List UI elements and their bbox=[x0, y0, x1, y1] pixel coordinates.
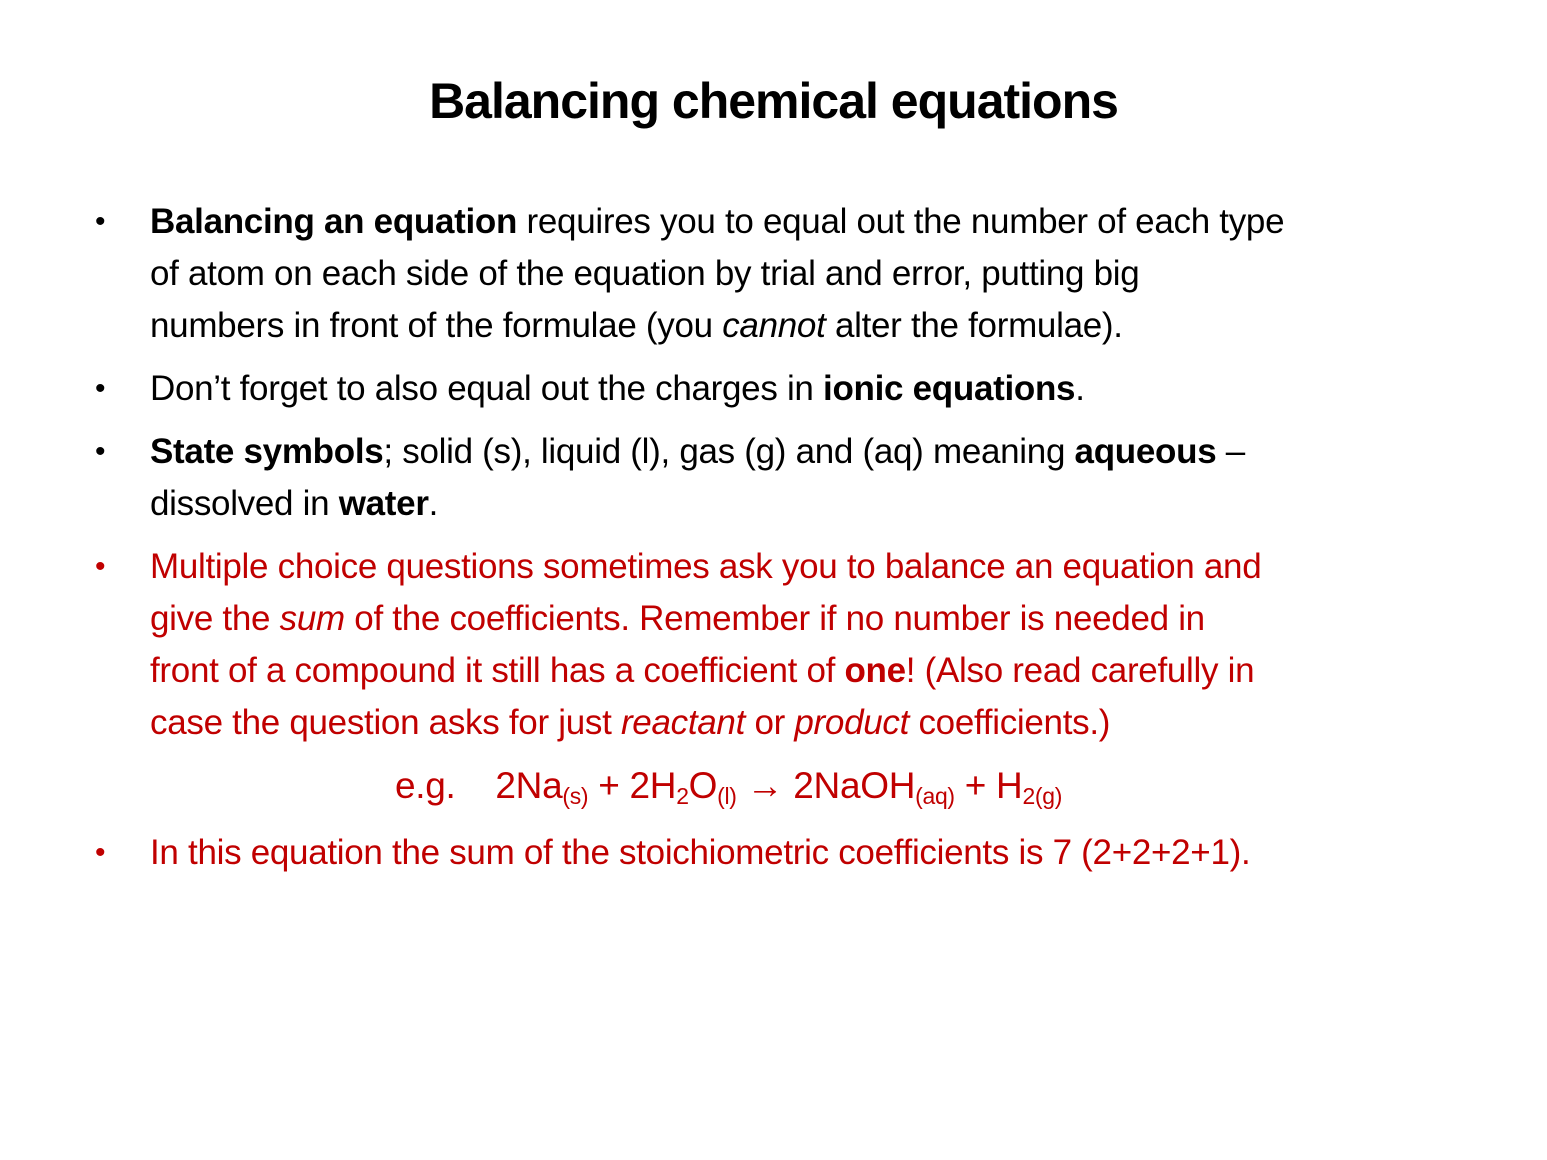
bullet-row bbox=[95, 426, 1487, 530]
bullet-marker-icon: • bbox=[95, 550, 106, 583]
text-segment: of atom on each side of the equation by trial and error, putting big bbox=[150, 254, 1140, 293]
text-segment: ionic equations bbox=[823, 369, 1076, 408]
text-segment: (aq) bbox=[915, 783, 955, 810]
text-segment: product bbox=[794, 703, 910, 742]
text-segment: case the question asks for just bbox=[150, 703, 621, 742]
bullet-row bbox=[95, 827, 1487, 879]
bullet-marker-icon: • bbox=[95, 205, 106, 238]
text-segment: → 2NaOH bbox=[736, 765, 916, 806]
text-segment: numbers in front of the formulae (you bbox=[150, 306, 723, 345]
text-segment: + H bbox=[954, 765, 1023, 806]
text-segment: cannot bbox=[722, 306, 826, 345]
equation-text bbox=[150, 760, 1487, 816]
text-segment: or bbox=[745, 703, 795, 742]
text-segment: State symbols bbox=[150, 432, 384, 471]
bullet-row bbox=[95, 541, 1487, 749]
text-segment: Balancing an equation bbox=[150, 202, 518, 241]
text-segment: one bbox=[844, 651, 906, 690]
text-segment: 2 bbox=[676, 783, 689, 810]
text-segment: ! (Also read carefully in bbox=[905, 651, 1255, 690]
text-segment: – bbox=[1216, 432, 1245, 471]
text-segment: . bbox=[1075, 369, 1085, 408]
bullet-marker-icon: • bbox=[95, 836, 106, 869]
text-segment: water bbox=[338, 484, 429, 523]
text-segment: . bbox=[428, 484, 439, 523]
slide-title: Balancing chemical equations bbox=[429, 73, 1118, 129]
bullet-row bbox=[95, 196, 1487, 352]
text-segment: aqueous bbox=[1074, 432, 1217, 471]
bullet-row bbox=[95, 363, 1487, 415]
text-segment: + 2H bbox=[588, 765, 677, 806]
bullet-text bbox=[150, 426, 1487, 530]
equation-row bbox=[95, 760, 1487, 816]
text-segment: Multiple choice questions sometimes ask you to balance an equation and bbox=[150, 547, 1262, 586]
text-segment: give the bbox=[150, 599, 280, 638]
text-segment: coefficients.) bbox=[909, 703, 1111, 742]
text-segment: front of a compound it still has a coefficient of bbox=[150, 651, 845, 690]
bullet-text bbox=[150, 541, 1487, 749]
text-segment: e.g. 2Na bbox=[394, 765, 563, 806]
text-segment: sum bbox=[279, 599, 345, 638]
bullet-text bbox=[150, 827, 1487, 879]
text-segment: (s) bbox=[562, 783, 589, 810]
text-segment: ; solid (s), liquid (l), gas (g) and (aq) meaning bbox=[383, 432, 1075, 471]
bullet-list bbox=[0, 196, 1547, 879]
text-segment: alter the formulae). bbox=[825, 306, 1123, 345]
text-segment: requires you to equal out the number of each type bbox=[517, 202, 1285, 241]
bullet-marker-icon: • bbox=[95, 372, 106, 405]
text-segment: In this equation the sum of the stoichiometric coefficients is 7 (2+2+2+1). bbox=[150, 833, 1251, 872]
bullet-text bbox=[150, 363, 1487, 415]
text-segment: dissolved in bbox=[150, 484, 339, 523]
text-segment: of the coefficients. Remember if no number is needed in bbox=[344, 599, 1205, 638]
bullet-marker-icon: • bbox=[95, 435, 106, 468]
bullet-text bbox=[150, 196, 1487, 352]
text-segment: Don’t forget to also equal out the charges in bbox=[150, 369, 824, 408]
text-segment: 2(g) bbox=[1022, 783, 1063, 810]
text-segment: (l) bbox=[717, 783, 737, 810]
text-segment: reactant bbox=[620, 703, 746, 742]
text-segment: O bbox=[688, 765, 718, 806]
